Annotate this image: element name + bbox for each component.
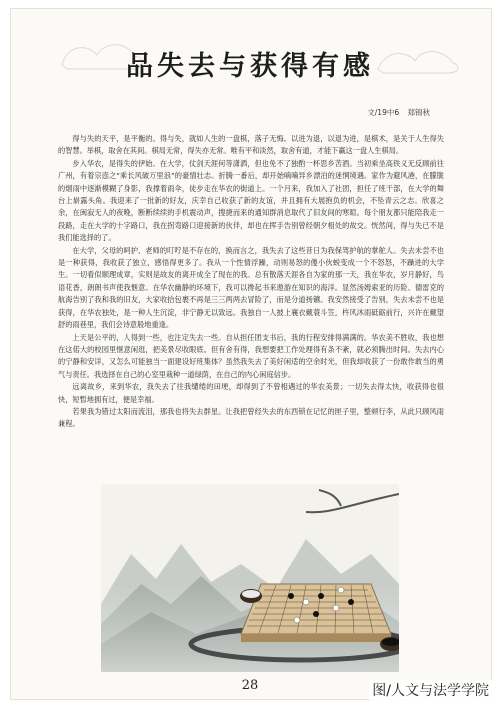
page-number: 28 — [241, 678, 259, 693]
paragraph: 上天是公平的，人得到一些，也注定失去一些。自从担任团支书后，我的行程安排得满满的。华农美不胜收，我也想在这偌大的校园里惬意闲逛，把美景尽收眼底。但有舍有得，我想要把工作处理得有条不紊，就必须腾出时间。失去内心的宁静和安详，又怎么可能独当一面建设好班集体？虽然我失去了美好闲适的空余时光，但我却收获了一份敢作敢当的勇气与责任。我选择在自己的心室里栽种一道绿荫，在自己的内心闲庭信步。 — [58, 332, 444, 379]
article-body — [58, 133, 444, 431]
paragraph: 远离故乡，来到华农，我失去了往我缱绻的田埂，却得到了不曾相遇过的华农美景；一切失去得太快，收获得也很快，短暂地拥有过，便是幸福。 — [58, 382, 444, 404]
author-class: 文/19中6 — [367, 108, 400, 117]
byline — [361, 107, 430, 118]
paragraph: 步入华农，是得失的伊始。在大学，仗剑天涯何等潇洒，但也免不了独酌一杯思乡苦酒。当初乘坐高铁义无反顾前往广州，有着宗悫之“乘长风破万里浪”的豪情壮志。折腾一番后，却开始嘀嘀异乡漂泊的迷惘境遇。家作为避风港，在朦胧的烟雨中逐渐模糊了身影，我撑着雨伞，徒步走在华农的街道上。一个月来，我加入了社团，担任了班干部，在大学的舞台上崭露头角。我迎来了一批新的好友，庆幸自己收获了新的友谊，并且拥有大展抱负的机会，不坠青云之志。欣喜之余，在闽寂无人的夜晚，断断续续的手机震动声，搜捷而来的通知群消息取代了旧友间的寒暄。每个朋友都只能陪我走一段路，走在大学的十字路口，我在拐弯路口迎接新的伙伴，却也在挥手告别曾经朝夕相处的故交。恍然间，得与失已不是我们能选择的了。 — [58, 158, 444, 243]
go-board-ink-illustration — [101, 484, 399, 672]
paragraph: 若果我为错过太阳而流泪，那我也将失去群星。让我把曾经失去的东西锁在记忆的匣子里，整顿行李，从此只顾风雨兼程。 — [58, 406, 444, 429]
paragraph: 在大学，父母的呵护、老师的叮咛是不存在的，换而言之，我失去了这些昔日为我保驾护航的掌舵人。失去未尝不也是一种获得，我收获了独立，感悟得更多了。我从一个性情浮躁，动则易怒的傻小伙蜕变成一个不怒怒，不躁进的大学生。一切看似顺理成章，实则是故友的离开成全了现在的我。总有散落天涯各自为家的那一天，我在华农，岁月静好，鸟语花香，朗朗书声使我惬意。在华农幽静的环境下，我可以搀起书来遨游在知识的海洋。显然汤姆索亚的历险、德雷克的航海告别了我和我的旧友，大家收拾包裹不再是三三两两去冒险了，而是分道扬镳。我安然接受了告别，失去未尝不也是获得，在华农独处，是一种人生沉淀，非宁静无以致远。我独自一人披上襄衣戴蓑斗笠，杵风沐雨砥砺前行，兴许在戴望舒的雨巷里，我们会诗意般地重逢。 — [58, 245, 444, 330]
author-name: 郑锦秋 — [407, 108, 430, 117]
article-title: 品失去与获得有感 — [126, 51, 374, 82]
paragraph: 得与失的天平，是平衡的。得与失，就如人生的一盘棋，落子无悔。以进为退，以退为进，是棋术，是关于人生得失的智慧。举棋，取舍在其间。棋局无常，得失亦无常。唯有平和淡然，取舍有道，才能下赢这一盘人生棋局。 — [58, 134, 444, 156]
source-watermark: 图/人文与法学学院 — [369, 680, 492, 700]
